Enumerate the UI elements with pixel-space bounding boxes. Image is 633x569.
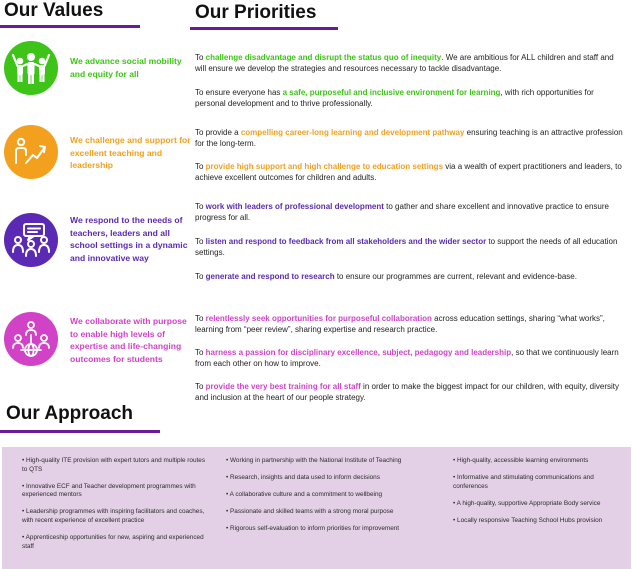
- global-network-icon: [4, 312, 58, 366]
- priority-text: , with rich opportunities for personal development and to thrive professionally.: [195, 88, 594, 108]
- priority-text: to gather and share excellent and innovative practice to ensure progress for all.: [195, 202, 609, 222]
- approach-column: [453, 457, 623, 534]
- priority-highlight: a safe, purposeful and inclusive environment for learning: [282, 88, 501, 97]
- people-icon: [4, 41, 58, 95]
- value-excellence-text: We challenge and support for excellent teaching and leadership: [70, 135, 191, 170]
- priority-paragraph: [195, 201, 625, 223]
- priority-highlight: work with leaders of professional development: [205, 202, 384, 211]
- priority-paragraph: [195, 381, 625, 403]
- values-heading: Our Values: [4, 0, 104, 21]
- approach-bullet: • Informative and stimulating communications and conferences: [453, 474, 594, 490]
- priority-text: To: [195, 314, 206, 323]
- approach-bullet: • Innovative ECF and Teacher development programmes with experienced mentors: [22, 482, 196, 499]
- value-responsive-text: We respond to the needs of teachers, leaders and all school settings in a dynamic and innovative way: [70, 215, 188, 263]
- priority-text: . We are ambitious for ALL children and staff and will ensure we develop the strategies and resources necessary to tackle disadvantage.: [195, 53, 614, 73]
- priority-paragraph: [195, 87, 625, 109]
- approach-bullet: • Rigorous self-evaluation to inform priorities for improvement: [226, 525, 400, 533]
- priority-text: To: [195, 53, 206, 62]
- priority-highlight: provide the very best training for all staff: [205, 382, 361, 391]
- priority-text: to ensure our programmes are current, relevant and evidence-base.: [334, 272, 577, 281]
- priority-highlight: challenge disadvantage and disrupt the status quo of inequity: [205, 53, 442, 62]
- priority-text: via a wealth of expert practitioners and leaders, to achieve excellent outcomes for children and adults.: [195, 162, 622, 182]
- priority-paragraph: [195, 347, 625, 369]
- approach-bullet: • A collaborative culture and a commitment to wellbeing: [226, 491, 383, 499]
- priority-highlight: compelling career-long learning and development pathway: [240, 128, 465, 137]
- priority-text: To: [195, 237, 206, 246]
- approach-heading-underline: [0, 430, 160, 433]
- priorities-heading: Our Priorities: [195, 2, 317, 23]
- priority-text: To: [195, 202, 206, 211]
- priority-paragraph: [195, 52, 625, 74]
- priority-paragraph: [195, 313, 625, 335]
- priority-text: To: [195, 348, 206, 357]
- priority-text: To provide a: [195, 128, 241, 137]
- priority-text: to support the needs of all education settings.: [195, 237, 618, 257]
- approach-bullet: • High-quality, accessible learning environments: [453, 457, 589, 464]
- priority-text: To ensure everyone has: [195, 88, 283, 97]
- approach-bullet: • Working in partnership with the National Institute of Teaching: [226, 457, 402, 464]
- priority-text: To: [195, 272, 206, 281]
- approach-panel: [2, 447, 631, 569]
- approach-bullet: • Research, insights and data used to inform decisions: [226, 474, 380, 482]
- approach-bullet: • A high-quality, supportive Appropriate Body service: [453, 499, 601, 507]
- speech-bubbles-icon: [4, 213, 58, 267]
- priority-paragraph: [195, 127, 625, 149]
- priority-highlight: listen and respond to feedback from all stakeholders and the wider sector: [205, 237, 487, 246]
- priority-paragraph: [195, 161, 625, 183]
- priority-paragraph: [195, 271, 625, 282]
- approach-column: [226, 457, 426, 542]
- priorities-heading-underline: [190, 27, 338, 30]
- priority-text: in order to make the biggest impact for our children, with equity, diversity and inclusion at the heart of our people strategy.: [195, 382, 620, 402]
- approach-column: [22, 457, 207, 560]
- values-heading-underline: [0, 25, 140, 28]
- approach-heading: Our Approach: [6, 403, 134, 424]
- approach-bullet: • Leadership programmes with inspiring facilitators and coaches, with recent experience of excellent practice: [22, 508, 205, 524]
- priority-paragraph: [195, 236, 625, 258]
- priority-text: To: [195, 162, 206, 171]
- growth-arrow-icon: [4, 125, 58, 179]
- approach-bullet: • High-quality ITE provision with expert tutors and multiple routes to QTS: [22, 457, 206, 473]
- priority-text: To: [195, 382, 206, 391]
- approach-bullet: • Apprenticeship opportunities for new, aspiring and experienced staff: [22, 534, 204, 550]
- priority-text: ensuring teaching is an attractive profession for the long-term.: [195, 128, 623, 148]
- priority-highlight: generate and respond to research: [205, 272, 335, 281]
- approach-bullet: • Passionate and skilled teams with a strong moral purpose: [226, 508, 394, 516]
- value-equity-text: We advance social mobility and equity for all: [70, 56, 182, 79]
- priority-highlight: relentlessly seek opportunities for purposeful collaboration: [205, 314, 432, 323]
- value-collaborate-text: We collaborate with purpose to enable high levels of expertise and life-changing outcomes for students: [70, 316, 187, 364]
- priority-highlight: harness a passion for disciplinary excellence, subject, pedagogy and leadership: [205, 348, 512, 357]
- priority-text: across education settings, sharing “what works”, learning from “peer review”, sharing expertise and research practice.: [195, 314, 605, 334]
- priority-text: , so that we continuously learn from each other on how to improve.: [195, 348, 619, 368]
- approach-bullet: • Locally responsive Teaching School Hubs provision: [453, 516, 603, 524]
- priority-highlight: provide high support and high challenge to education settings: [205, 162, 444, 171]
